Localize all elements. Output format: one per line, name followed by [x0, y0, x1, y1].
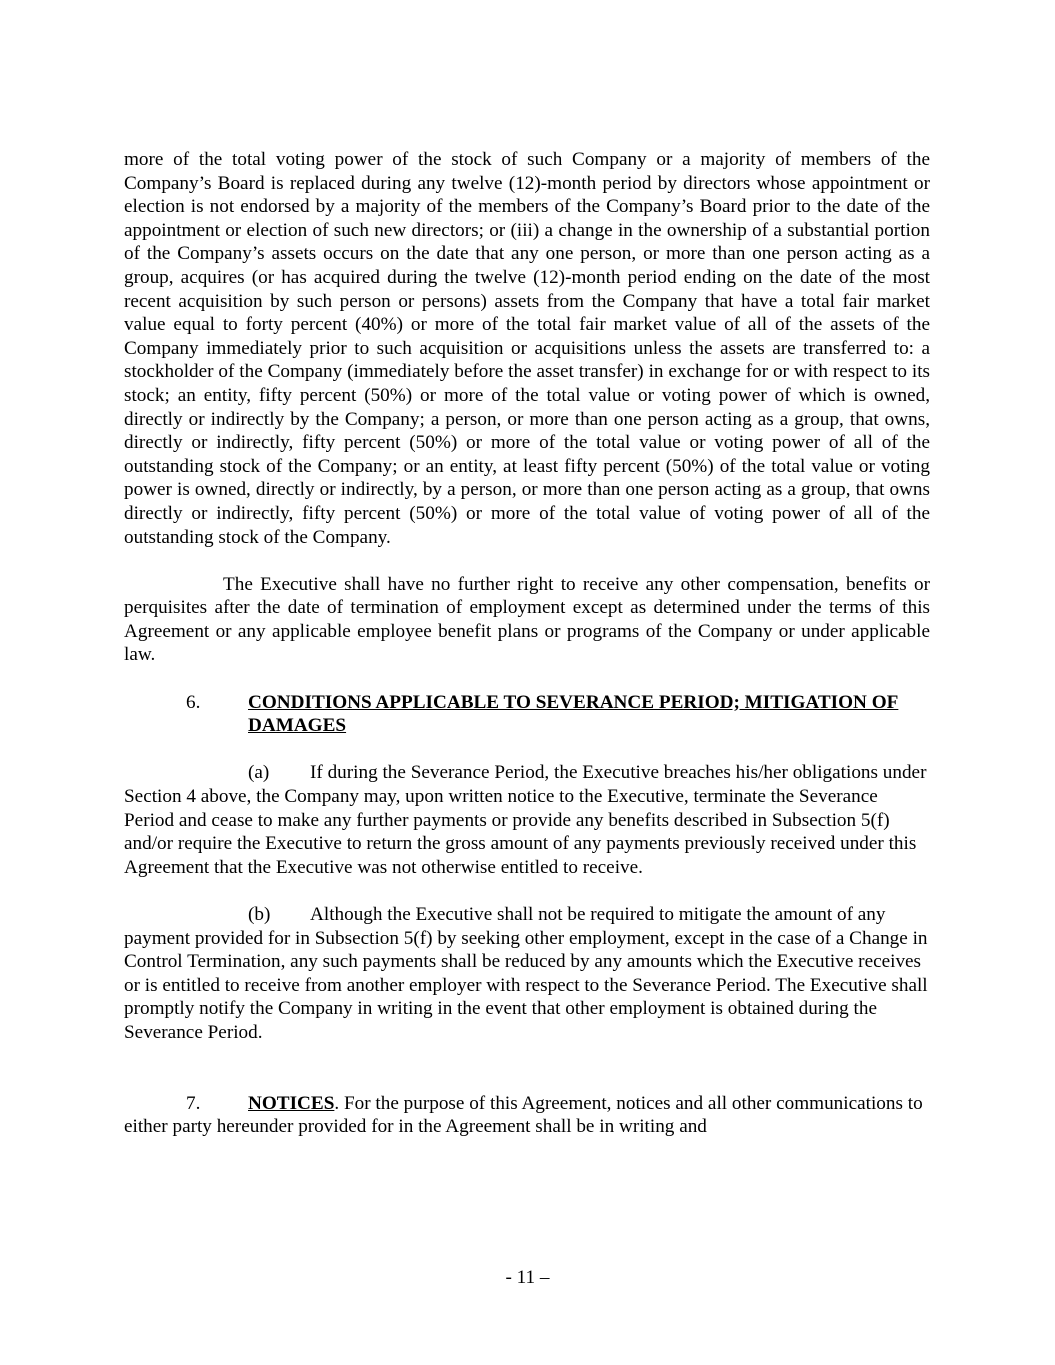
- section-6-title: CONDITIONS APPLICABLE TO SEVERANCE PERIOD; MITIGATION OF DAMAGES: [248, 691, 899, 737]
- section-7-text: . For the purpose of this Agreement, notices and all other communications to either party hereunder provided for in the Agreement shall be in writing and: [124, 1092, 923, 1138]
- section-7-notices: [124, 1092, 930, 1139]
- section-6-number: 6.: [186, 691, 201, 713]
- subsection-6a-text: If during the Severance Period, the Executive breaches his/her obligations under Section 4 above, the Company may, upon written notice to the Executive, terminate the Severance Period and cease to make any further payments or provide any benefits described in Subsection 5(f) and/or require the Executive to return the gross amount of any payments previously received under this Agreement that the Executive was not otherwise entitled to receive.: [124, 762, 927, 878]
- document-body: [124, 148, 930, 1139]
- section-7-number: 7.: [186, 1092, 201, 1114]
- section-6-heading: [124, 691, 930, 738]
- subsection-6a: [124, 761, 930, 879]
- paragraph-no-further-rights: The Executive shall have no further right to receive any other compensation, benefits or perquisites after the date of termination of employment except as determined under the terms of this Agreement or any applicable employee benefit plans or programs of the Company or under applicable law.: [124, 573, 930, 666]
- section-7-title: NOTICES: [248, 1092, 335, 1114]
- subsection-6b: [124, 903, 930, 1045]
- paragraph-change-in-control-continuation: more of the total voting power of the stock of such Company or a majority of members of the Company’s Board is replaced during any twelve (12)-month period by directors whose appointment or election is not endorsed by a majority of the members of the Company’s Board prior to the date of the appointment or election of such new directors; or (iii) a change in the ownership of a substantial portion of the Company’s assets occurs on the date that any one person, or more than one person acting as a group, acquires (or has acquired during the twelve (12)-month period ending on the date of the most recent acquisition by such person or persons) assets from the Company that have a total fair market value equal to forty percent (40%) or more of the total fair market value of all of the assets of the Company immediately prior to such acquisition or acquisitions unless the assets are transferred to: a stockholder of the Company (immediately before the asset transfer) in exchange for or with respect to its stock; an entity, fifty percent (50%) or more of the total value or voting power of which is owned, directly or indirectly by the Company; a person, or more than one person acting as a group, that owns, directly or indirectly, fifty percent (50%) or more of the total value or voting power of all of the outstanding stock of the Company; or an entity, at least fifty percent (50%) of the total value or voting power is owned, directly or indirectly, by a person, or more than one person acting as a group, that owns directly or indirectly, fifty percent (50%) or more of the total value of voting power of all of the outstanding stock of the Company.: [124, 149, 930, 548]
- page-number: - 11 –: [505, 1267, 550, 1288]
- subsection-6a-label: (a): [248, 762, 270, 784]
- subsection-6b-label: (b): [248, 904, 271, 925]
- subsection-6b-text: Although the Executive shall not be required to mitigate the amount of any payment provided for in Subsection 5(f) by seeking other employment, except in the case of a Change in Control Termination, any such payments shall be reduced by any amounts which the Executive receives or is entitled to receive from another employer with respect to the Severance Period. The Executive shall promptly notify the Company in writing in the event that other employment is obtained during the Severance Period.: [124, 904, 928, 1043]
